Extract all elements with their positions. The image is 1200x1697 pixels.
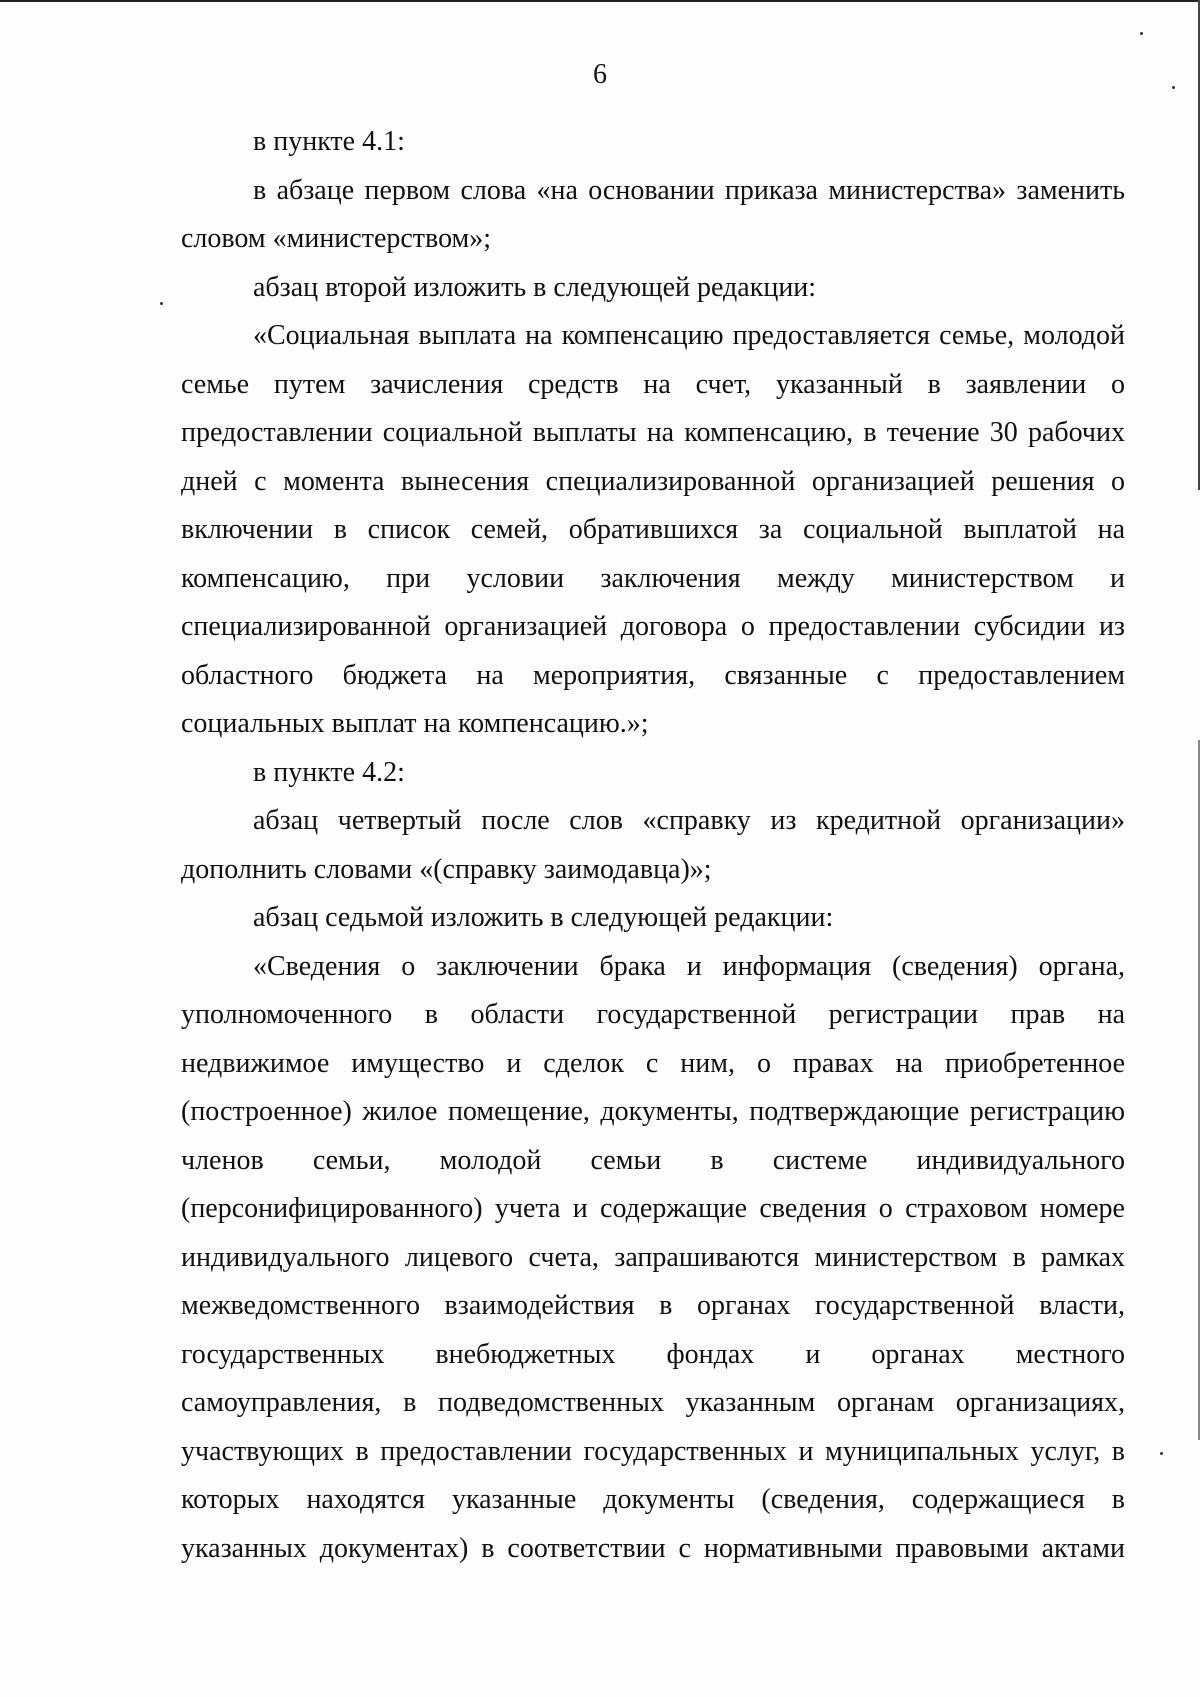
text-line: социальных выплат на компенсацию.»; xyxy=(181,708,649,739)
text-line: абзац седьмой изложить в следующей редакции: xyxy=(253,902,834,933)
text-line: областного бюджета на мероприятия, связанные с предоставлением xyxy=(181,659,1125,691)
scan-edge-top xyxy=(0,0,1200,2)
document-body xyxy=(181,118,1125,1573)
text-line: дополнить словами «(справку заимодавца)»; xyxy=(181,853,712,885)
text-line: самоуправления, в подведомственных указанным органам организациях, xyxy=(181,1387,1125,1418)
text-line: членов семьи, молодой семьи в системе индивидуального xyxy=(181,1144,1125,1176)
scan-speck xyxy=(1160,1452,1163,1455)
text-line: дней с момента вынесения специализированной организацией решения о xyxy=(181,465,1125,497)
scan-speck xyxy=(1140,32,1143,35)
text-line: абзац четвертый после слов «справку из кредитной организации» xyxy=(253,805,1125,836)
text-line: которых находятся указанные документы (сведения, содержащиеся в xyxy=(181,1484,1125,1515)
page-number: 6 xyxy=(593,59,607,90)
scan-speck xyxy=(160,302,163,305)
text-line: (построенное) жилое помещение, документы, подтверждающие регистрацию xyxy=(181,1096,1125,1127)
text-line: индивидуального лицевого счета, запрашиваются министерством в рамках xyxy=(181,1241,1125,1273)
text-line: межведомственного взаимодействия в органах государственной власти, xyxy=(181,1290,1125,1321)
text-line: компенсацию, при условии заключения между министерством и xyxy=(181,562,1125,594)
text-line: указанных документах) в соответствии с нормативными правовыми актами xyxy=(181,1532,1125,1564)
text-line: «Сведения о заключении брака и информация (сведения) органа, xyxy=(253,950,1125,982)
text-line: предоставлении социальной выплаты на компенсацию, в течение 30 рабочих xyxy=(181,417,1125,448)
text-line: в пункте 4.2: xyxy=(253,756,405,788)
text-line: абзац второй изложить в следующей редакции: xyxy=(253,271,817,303)
text-line: уполномоченного в области государственной регистрации прав на xyxy=(181,999,1125,1030)
text-line: в абзаце первом слова «на основании приказа министерства» заменить xyxy=(253,174,1125,206)
text-line: (персонифицированного) учета и содержащие сведения о страховом номере xyxy=(181,1193,1125,1224)
text-line: недвижимое имущество и сделок с ним, о правах на приобретенное xyxy=(181,1047,1125,1079)
text-line: специализированной организацией договора о предоставлении субсидии из xyxy=(181,611,1125,642)
text-line: участвующих в предоставлении государственных и муниципальных услуг, в xyxy=(181,1435,1125,1467)
text-line: «Социальная выплата на компенсацию предоставляется семье, молодой xyxy=(253,320,1125,351)
text-line: в пункте 4.1: xyxy=(253,126,405,157)
text-line: семье путем зачисления средств на счет, указанный в заявлении о xyxy=(181,368,1125,400)
text-line: государственных внебюджетных фондах и органах местного xyxy=(181,1338,1125,1370)
text-line: включении в список семей, обратившихся за социальной выплатой на xyxy=(181,514,1125,545)
text-line: словом «министерством»; xyxy=(181,223,492,254)
